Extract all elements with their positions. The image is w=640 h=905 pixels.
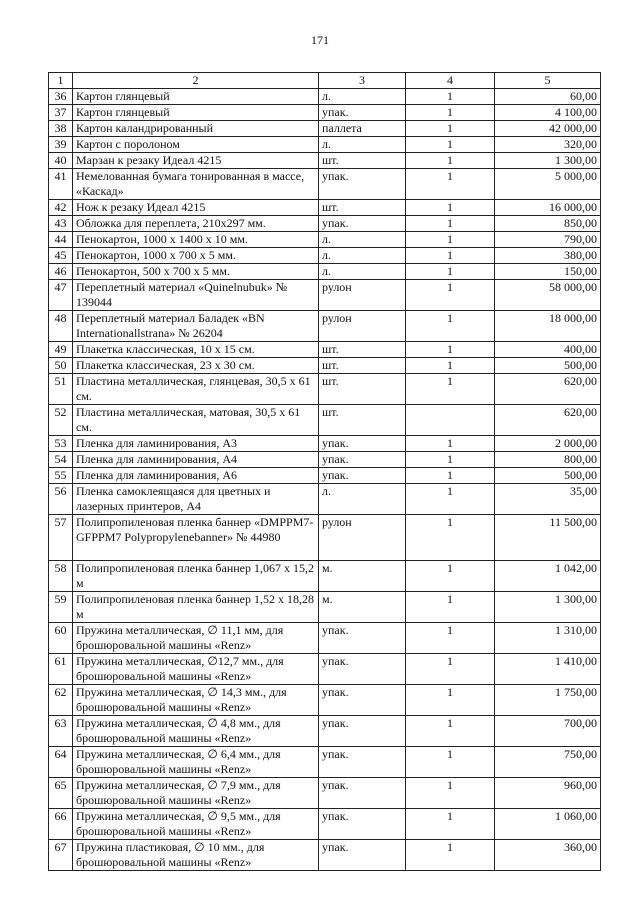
quantity-cell: 1 bbox=[406, 809, 495, 840]
row-number-cell: 40 bbox=[49, 153, 73, 169]
price-cell: 150,00 bbox=[495, 264, 601, 280]
unit-cell: шт. bbox=[319, 200, 406, 216]
quantity-cell: 1 bbox=[406, 623, 495, 654]
quantity-cell: 1 bbox=[406, 153, 495, 169]
price-cell: 700,00 bbox=[495, 716, 601, 747]
quantity-cell: 1 bbox=[406, 654, 495, 685]
row-number-cell: 66 bbox=[49, 809, 73, 840]
unit-cell: л. bbox=[319, 264, 406, 280]
unit-cell: л. bbox=[319, 484, 406, 515]
quantity-cell: 1 bbox=[406, 436, 495, 452]
quantity-cell: 1 bbox=[406, 561, 495, 592]
quantity-cell: 1 bbox=[406, 169, 495, 200]
table-row bbox=[49, 169, 601, 200]
unit-cell: упак. bbox=[319, 468, 406, 484]
unit-cell: упак. bbox=[319, 654, 406, 685]
unit-cell: л. bbox=[319, 137, 406, 153]
quantity-cell: 1 bbox=[406, 468, 495, 484]
item-name-cell: Пружина пластиковая, ∅ 10 мм., для брошюровальной машины «Renz» bbox=[73, 840, 319, 871]
quantity-cell: 1 bbox=[406, 484, 495, 515]
table-row bbox=[49, 105, 601, 121]
row-number-cell: 39 bbox=[49, 137, 73, 153]
row-number-cell: 53 bbox=[49, 436, 73, 452]
row-number-cell: 62 bbox=[49, 685, 73, 716]
unit-cell: упак. bbox=[319, 436, 406, 452]
item-name-cell: Полипропиленовая пленка баннер «DMPPM7-GFPPM7 Polypropylenebanner» № 44980 bbox=[73, 515, 319, 561]
price-cell: 790,00 bbox=[495, 232, 601, 248]
row-number-cell: 63 bbox=[49, 716, 73, 747]
row-number-cell: 51 bbox=[49, 374, 73, 405]
column-header: 4 bbox=[406, 73, 495, 89]
price-cell: 380,00 bbox=[495, 248, 601, 264]
unit-cell: рулон bbox=[319, 311, 406, 342]
quantity-cell: 1 bbox=[406, 248, 495, 264]
price-cell: 620,00 bbox=[495, 374, 601, 405]
unit-cell: л. bbox=[319, 248, 406, 264]
unit-cell: паллета bbox=[319, 121, 406, 137]
unit-cell: упак. bbox=[319, 623, 406, 654]
table-row bbox=[49, 468, 601, 484]
item-name-cell: Картон глянцевый bbox=[73, 89, 319, 105]
quantity-cell: 1 bbox=[406, 358, 495, 374]
row-number-cell: 47 bbox=[49, 280, 73, 311]
unit-cell: шт. bbox=[319, 358, 406, 374]
item-name-cell: Пленка для ламинирования, А6 bbox=[73, 468, 319, 484]
table-row bbox=[49, 623, 601, 654]
row-number-cell: 41 bbox=[49, 169, 73, 200]
table-row bbox=[49, 561, 601, 592]
unit-cell: упак. bbox=[319, 216, 406, 232]
item-name-cell: Пленка для ламинирования, А4 bbox=[73, 452, 319, 468]
unit-cell: шт. bbox=[319, 153, 406, 169]
price-cell: 620,00 bbox=[495, 405, 601, 436]
table-row bbox=[49, 264, 601, 280]
quantity-cell: 1 bbox=[406, 311, 495, 342]
table-row bbox=[49, 405, 601, 436]
table-row bbox=[49, 280, 601, 311]
unit-cell: упак. bbox=[319, 716, 406, 747]
unit-cell: м. bbox=[319, 592, 406, 623]
row-number-cell: 37 bbox=[49, 105, 73, 121]
quantity-cell bbox=[406, 405, 495, 436]
price-cell: 500,00 bbox=[495, 468, 601, 484]
table-row bbox=[49, 452, 601, 468]
item-name-cell: Переплетный материал Баладек «BN Internationallstrana» № 26204 bbox=[73, 311, 319, 342]
table-row bbox=[49, 778, 601, 809]
quantity-cell: 1 bbox=[406, 216, 495, 232]
item-name-cell: Пружина металлическая, ∅ 6,4 мм., для брошюровальной машины «Renz» bbox=[73, 747, 319, 778]
quantity-cell: 1 bbox=[406, 716, 495, 747]
table-row bbox=[49, 592, 601, 623]
table-row bbox=[49, 200, 601, 216]
price-cell: 1 300,00 bbox=[495, 592, 601, 623]
price-cell: 58 000,00 bbox=[495, 280, 601, 311]
row-number-cell: 54 bbox=[49, 452, 73, 468]
row-number-cell: 67 bbox=[49, 840, 73, 871]
row-number-cell: 36 bbox=[49, 89, 73, 105]
table-row bbox=[49, 121, 601, 137]
table-header-row bbox=[49, 73, 601, 89]
quantity-cell: 1 bbox=[406, 264, 495, 280]
table-row bbox=[49, 716, 601, 747]
table-row bbox=[49, 137, 601, 153]
unit-cell: шт. bbox=[319, 342, 406, 358]
item-name-cell: Нож к резаку Идеал 4215 bbox=[73, 200, 319, 216]
quantity-cell: 1 bbox=[406, 105, 495, 121]
price-cell: 320,00 bbox=[495, 137, 601, 153]
row-number-cell: 61 bbox=[49, 654, 73, 685]
row-number-cell: 43 bbox=[49, 216, 73, 232]
row-number-cell: 49 bbox=[49, 342, 73, 358]
unit-cell: упак. bbox=[319, 452, 406, 468]
price-cell: 18 000,00 bbox=[495, 311, 601, 342]
quantity-cell: 1 bbox=[406, 200, 495, 216]
table-row bbox=[49, 515, 601, 561]
table-row bbox=[49, 358, 601, 374]
column-header: 5 bbox=[495, 73, 601, 89]
quantity-cell: 1 bbox=[406, 232, 495, 248]
item-name-cell: Пластина металлическая, матовая, 30,5 x 61 см. bbox=[73, 405, 319, 436]
row-number-cell: 38 bbox=[49, 121, 73, 137]
row-number-cell: 55 bbox=[49, 468, 73, 484]
table-row bbox=[49, 232, 601, 248]
price-cell: 60,00 bbox=[495, 89, 601, 105]
item-name-cell: Пенокартон, 500 x 700 x 5 мм. bbox=[73, 264, 319, 280]
unit-cell: шт. bbox=[319, 405, 406, 436]
unit-cell: упак. bbox=[319, 169, 406, 200]
row-number-cell: 59 bbox=[49, 592, 73, 623]
unit-cell: упак. bbox=[319, 778, 406, 809]
price-cell: 750,00 bbox=[495, 747, 601, 778]
item-name-cell: Плакетка классическая, 23 x 30 см. bbox=[73, 358, 319, 374]
item-name-cell: Пленка для ламинирования, А3 bbox=[73, 436, 319, 452]
price-cell: 1 410,00 bbox=[495, 654, 601, 685]
row-number-cell: 60 bbox=[49, 623, 73, 654]
quantity-cell: 1 bbox=[406, 374, 495, 405]
unit-cell: упак. bbox=[319, 809, 406, 840]
unit-cell: рулон bbox=[319, 515, 406, 561]
item-name-cell: Немелованная бумага тонированная в массе, «Каскад» bbox=[73, 169, 319, 200]
quantity-cell: 1 bbox=[406, 121, 495, 137]
quantity-cell: 1 bbox=[406, 778, 495, 809]
unit-cell: л. bbox=[319, 232, 406, 248]
item-name-cell: Полипропиленовая пленка баннер 1,52 x 18,28 м bbox=[73, 592, 319, 623]
table-row bbox=[49, 248, 601, 264]
row-number-cell: 42 bbox=[49, 200, 73, 216]
column-header: 3 bbox=[319, 73, 406, 89]
table-row bbox=[49, 216, 601, 232]
unit-cell: упак. bbox=[319, 685, 406, 716]
item-name-cell: Переплетный материал «Quinelnubuk» № 139044 bbox=[73, 280, 319, 311]
item-name-cell: Пружина металлическая, ∅ 7,9 мм., для брошюровальной машины «Renz» bbox=[73, 778, 319, 809]
quantity-cell: 1 bbox=[406, 452, 495, 468]
quantity-cell: 1 bbox=[406, 342, 495, 358]
item-name-cell: Картон с поролоном bbox=[73, 137, 319, 153]
price-cell: 1 300,00 bbox=[495, 153, 601, 169]
price-cell: 35,00 bbox=[495, 484, 601, 515]
price-cell: 16 000,00 bbox=[495, 200, 601, 216]
item-name-cell: Полипропиленовая пленка баннер 1,067 x 15,2 м bbox=[73, 561, 319, 592]
table-row bbox=[49, 809, 601, 840]
item-name-cell: Картон глянцевый bbox=[73, 105, 319, 121]
item-name-cell: Пружина металлическая, ∅ 14,3 мм., для брошюровальной машины «Renz» bbox=[73, 685, 319, 716]
table-row bbox=[49, 342, 601, 358]
item-name-cell: Картон каландрированный bbox=[73, 121, 319, 137]
row-number-cell: 52 bbox=[49, 405, 73, 436]
item-name-cell: Обложка для переплета, 210x297 мм. bbox=[73, 216, 319, 232]
item-name-cell: Пленка самоклеящаяся для цветных и лазерных принтеров, А4 bbox=[73, 484, 319, 515]
item-name-cell: Пенокартон, 1000 x 700 x 5 мм. bbox=[73, 248, 319, 264]
price-cell: 960,00 bbox=[495, 778, 601, 809]
price-cell: 800,00 bbox=[495, 452, 601, 468]
price-cell: 850,00 bbox=[495, 216, 601, 232]
price-cell: 1 042,00 bbox=[495, 561, 601, 592]
table-row bbox=[49, 484, 601, 515]
price-cell: 4 100,00 bbox=[495, 105, 601, 121]
price-table bbox=[48, 72, 601, 871]
item-name-cell: Пружина металлическая, ∅12,7 мм., для брошюровальной машины «Renz» bbox=[73, 654, 319, 685]
price-cell: 360,00 bbox=[495, 840, 601, 871]
item-name-cell: Пружина металлическая, ∅ 11,1 мм, для брошюровальной машины «Renz» bbox=[73, 623, 319, 654]
row-number-cell: 45 bbox=[49, 248, 73, 264]
row-number-cell: 44 bbox=[49, 232, 73, 248]
price-cell: 11 500,00 bbox=[495, 515, 601, 561]
row-number-cell: 56 bbox=[49, 484, 73, 515]
unit-cell: рулон bbox=[319, 280, 406, 311]
table-row bbox=[49, 747, 601, 778]
item-name-cell: Плакетка классическая, 10 x 15 см. bbox=[73, 342, 319, 358]
quantity-cell: 1 bbox=[406, 515, 495, 561]
page-number: 171 bbox=[311, 33, 329, 47]
row-number-cell: 46 bbox=[49, 264, 73, 280]
price-cell: 400,00 bbox=[495, 342, 601, 358]
unit-cell: упак. bbox=[319, 840, 406, 871]
table-row bbox=[49, 840, 601, 871]
quantity-cell: 1 bbox=[406, 747, 495, 778]
row-number-cell: 50 bbox=[49, 358, 73, 374]
quantity-cell: 1 bbox=[406, 89, 495, 105]
unit-cell: л. bbox=[319, 89, 406, 105]
unit-cell: шт. bbox=[319, 374, 406, 405]
quantity-cell: 1 bbox=[406, 280, 495, 311]
price-cell: 1 060,00 bbox=[495, 809, 601, 840]
item-name-cell: Пружина металлическая, ∅ 9,5 мм., для брошюровальной машины «Renz» bbox=[73, 809, 319, 840]
column-header: 2 bbox=[73, 73, 319, 89]
item-name-cell: Пенокартон, 1000 x 1400 x 10 мм. bbox=[73, 232, 319, 248]
row-number-cell: 58 bbox=[49, 561, 73, 592]
column-header: 1 bbox=[49, 73, 73, 89]
table-row bbox=[49, 685, 601, 716]
table-row bbox=[49, 311, 601, 342]
table-row bbox=[49, 654, 601, 685]
item-name-cell: Марзан к резаку Идеал 4215 bbox=[73, 153, 319, 169]
unit-cell: м. bbox=[319, 561, 406, 592]
quantity-cell: 1 bbox=[406, 592, 495, 623]
price-cell: 500,00 bbox=[495, 358, 601, 374]
quantity-cell: 1 bbox=[406, 685, 495, 716]
price-cell: 1 310,00 bbox=[495, 623, 601, 654]
unit-cell: упак. bbox=[319, 747, 406, 778]
quantity-cell: 1 bbox=[406, 137, 495, 153]
table-row bbox=[49, 89, 601, 105]
table-row bbox=[49, 153, 601, 169]
quantity-cell: 1 bbox=[406, 840, 495, 871]
row-number-cell: 57 bbox=[49, 515, 73, 561]
unit-cell: упак. bbox=[319, 105, 406, 121]
row-number-cell: 65 bbox=[49, 778, 73, 809]
table-row bbox=[49, 436, 601, 452]
price-cell: 5 000,00 bbox=[495, 169, 601, 200]
item-name-cell: Пластина металлическая, глянцевая, 30,5 x 61 см. bbox=[73, 374, 319, 405]
price-cell: 2 000,00 bbox=[495, 436, 601, 452]
price-cell: 1 750,00 bbox=[495, 685, 601, 716]
price-cell: 42 000,00 bbox=[495, 121, 601, 137]
table-row bbox=[49, 374, 601, 405]
row-number-cell: 48 bbox=[49, 311, 73, 342]
item-name-cell: Пружина металлическая, ∅ 4,8 мм., для брошюровальной машины «Renz» bbox=[73, 716, 319, 747]
row-number-cell: 64 bbox=[49, 747, 73, 778]
